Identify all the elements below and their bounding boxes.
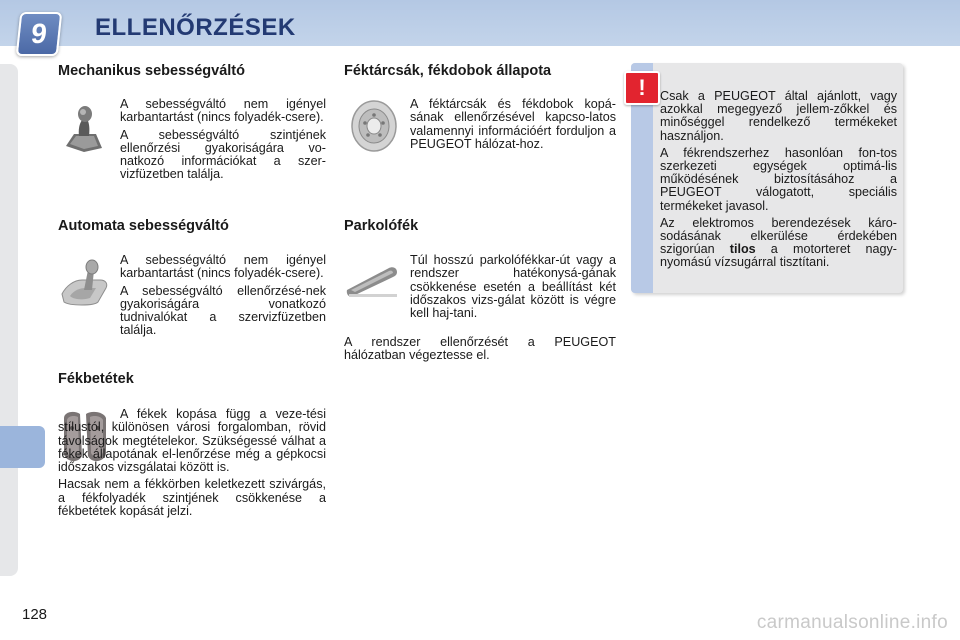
warning-paragraph-1: Csak a PEUGEOT által ajánlott, vagy azokkal megegyező jellem-zőkkel és minőséggel rendelkező termékeket használjon. [660, 89, 897, 143]
section-title-parking-brake: Parkolófék [344, 218, 419, 234]
brake-discs-text [410, 98, 616, 155]
warning-emphasis: tilos [729, 242, 756, 257]
warning-exclamation-icon [624, 71, 660, 105]
side-rail [0, 64, 18, 576]
automatic-selector-icon [60, 258, 110, 308]
automatic-gearbox-text [120, 254, 326, 342]
warning-paragraph-3-end: a motorteret nagy-nyomású vízsugárral tisztítani. [660, 242, 897, 270]
section-title-brake-discs: Féktárcsák, fékdobok állapota [344, 63, 552, 79]
brake-pads-paragraph: Hacsak nem a fékkörben keletkezett szivárgás, a fékfolyadék szintjének csökkenése a fékbetétek kopását jelzi. [58, 477, 326, 519]
manual-gearbox-paragraph: A sebességváltó szintjének ellenőrzési gyakoriságára vo-natkozó információkat a szer-vizfüzetben találja. [120, 127, 326, 182]
automatic-gearbox-paragraph: A sebességváltó nem igényel karbantartást (nincs folyadék-csere). [120, 253, 326, 281]
automatic-gearbox-paragraph: A sebességváltó ellenőrzésé-nek gyakoriságára vonatkozó tudnivalókat a szervizfüzetben találja. [120, 283, 326, 338]
parking-brake-lever-icon [345, 260, 401, 300]
page-title: ELLENŐRZÉSEK [95, 14, 296, 41]
chapter-number: 9 [29, 18, 49, 49]
parking-brake-paragraph: Túl hosszú parkolófékkar-út vagy a rendszer hatékonysá-gának csökkenése esetén a beállítást két időszakos vizs-gálat között is végre kell haj-tani. [410, 253, 616, 321]
parking-brake-text-2 [344, 336, 616, 367]
warning-icon-symbol: ! [638, 75, 646, 100]
watermark: carmanualsonline.info [756, 612, 948, 633]
warning-note-text [660, 90, 897, 274]
parking-brake-paragraph: A rendszer ellenőrzését a PEUGEOT hálózatban végeztesse el. [344, 335, 616, 363]
parking-brake-text-1 [410, 254, 616, 324]
manual-gear-lever-icon [62, 104, 106, 154]
warning-paragraph-2: A fékrendszerhez hasonlóan fon-tos szerkezeti egységek optimá-lis működésének biztosításához a PEUGEOT válogatott, speciális termékeket javasol. [660, 145, 897, 213]
chapter-tab-marker [0, 426, 45, 468]
brake-disc-icon [348, 98, 400, 154]
manual-gearbox-text [120, 98, 326, 186]
page-number: 128 [22, 606, 48, 623]
brake-pads-text [58, 408, 326, 522]
section-title-manual-gearbox: Mechanikus sebességváltó [58, 63, 245, 79]
section-title-brake-pads: Fékbetétek [58, 371, 134, 387]
brake-pads-paragraph: A fékek kopása függ a veze-tési stílustól, különösen városi forgalomban, rövid távolságok megtételekor. Szükségessé válhat a fékek állapotának el-lenőrzése még a gépkocsi időszakos vizsgálatai között is. [58, 407, 326, 475]
chapter-number-badge [16, 12, 63, 56]
warning-paragraph-3 [660, 217, 897, 270]
warning-paragraph-3-start: Az elektromos berendezések káro-sodásának elkerülése érdekében szigorúan [660, 215, 897, 257]
manual-gearbox-paragraph: A sebességváltó nem igényel karbantartást (nincs folyadék-csere). [120, 97, 326, 125]
brake-discs-paragraph: A féktárcsák és fékdobok kopá-sának ellenőrzésével kapcso-latos valamennyi információért forduljon a PEUGEOT hálózat-hoz. [410, 97, 616, 151]
section-title-automatic-gearbox: Automata sebességváltó [58, 218, 229, 234]
